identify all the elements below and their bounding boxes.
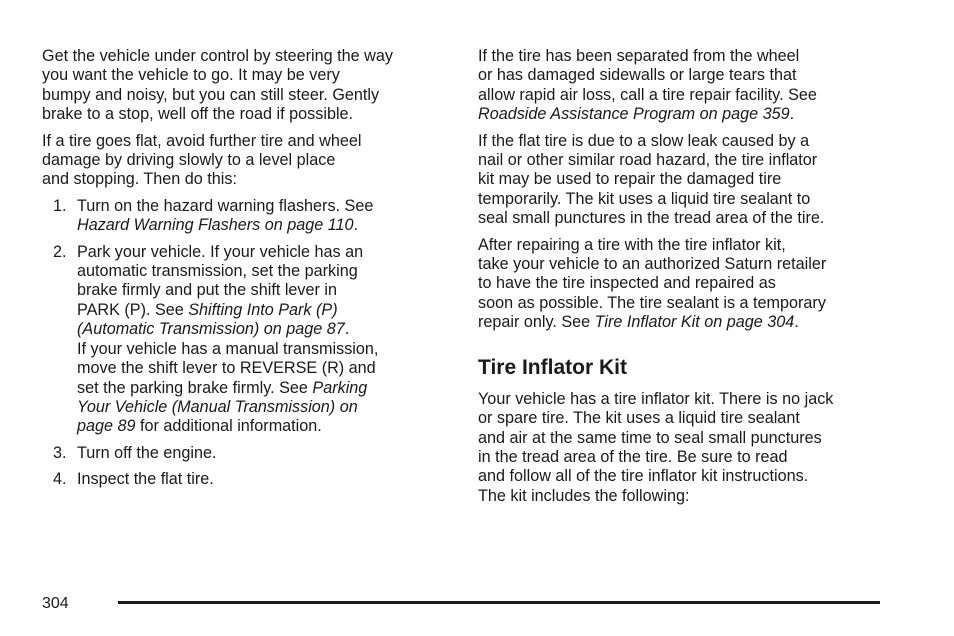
cross-reference: Hazard Warning Flashers on page 110 <box>77 216 354 235</box>
cross-reference: Shifting Into Park (P) <box>188 300 338 319</box>
cross-reference: Roadside Assistance Program on page 359 <box>478 105 790 124</box>
cross-reference: page 89 <box>77 417 136 436</box>
page-number: 304 <box>42 595 69 612</box>
left-column <box>42 47 442 497</box>
after-repair-paragraph: After repairing a tire with the tire inflator kit, take your vehicle to an authorized Saturn retailer to have the tire inspected and repaired as soon as possible. The tire sealant is a temporary repair only. See Tire Inflator Kit on page 304. <box>478 235 827 332</box>
list-item: 2. Park your vehicle. If your vehicle has an automatic transmission, set the parking brake firmly and put the shift lever in PARK (P). See Shifting Into Park (P) (Automatic Transmission) on page 87. If your vehicle has a manual transmission, move the shift lever to REVERSE (R) and set the parking brake firmly. See Parking Your Vehicle (Manual Transmission) on page 89 for additional information. <box>53 242 379 436</box>
inflator-kit-paragraph: Your vehicle has a tire inflator kit. There is no jack or spare tire. The kit uses a liquid tire sealant and air at the same time to seal small punctures in the tread area of the tire. Be sure to read and follow all of the tire inflator kit instructions. The kit includes the following: <box>478 389 834 505</box>
right-column <box>478 47 888 513</box>
slow-leak-paragraph: If the flat tire is due to a slow leak caused by a nail or other similar road hazard, the tire inflator kit may be used to repair the damaged tire temporarily. The kit uses a liquid tire sealant to seal small punctures in the tread area of the tire. <box>478 131 825 228</box>
separated-tire-paragraph: If the tire has been separated from the wheel or has damaged sidewalls or large tears that allow rapid air loss, call a tire repair facility. See Roadside Assistance Program on page 359. <box>478 47 817 124</box>
cross-reference: Tire Inflator Kit on page 304 <box>594 313 795 332</box>
intro-paragraph: Get the vehicle under control by steering the way you want the vehicle to go. It may be very bumpy and noisy, but you can still steer. Gently brake to a stop, well off the road if possible. <box>42 47 393 124</box>
section-heading: Tire Inflator Kit <box>478 355 627 379</box>
list-item: 4. Inspect the flat tire. <box>53 470 214 489</box>
cross-reference: (Automatic Transmission) on page 87 <box>77 320 345 339</box>
list-item: 3. Turn off the engine. <box>53 443 217 462</box>
flat-tire-paragraph: If a tire goes flat, avoid further tire and wheel damage by driving slowly to a level place and stopping. Then do this: <box>42 131 362 189</box>
cross-reference: Parking <box>312 378 368 397</box>
cross-reference: Your Vehicle (Manual Transmission) on <box>77 397 358 416</box>
steps-list <box>42 197 442 490</box>
list-item: 1. Turn on the hazard warning flashers. See Hazard Warning Flashers on page 110. <box>53 196 374 235</box>
footer-rule <box>118 601 880 604</box>
